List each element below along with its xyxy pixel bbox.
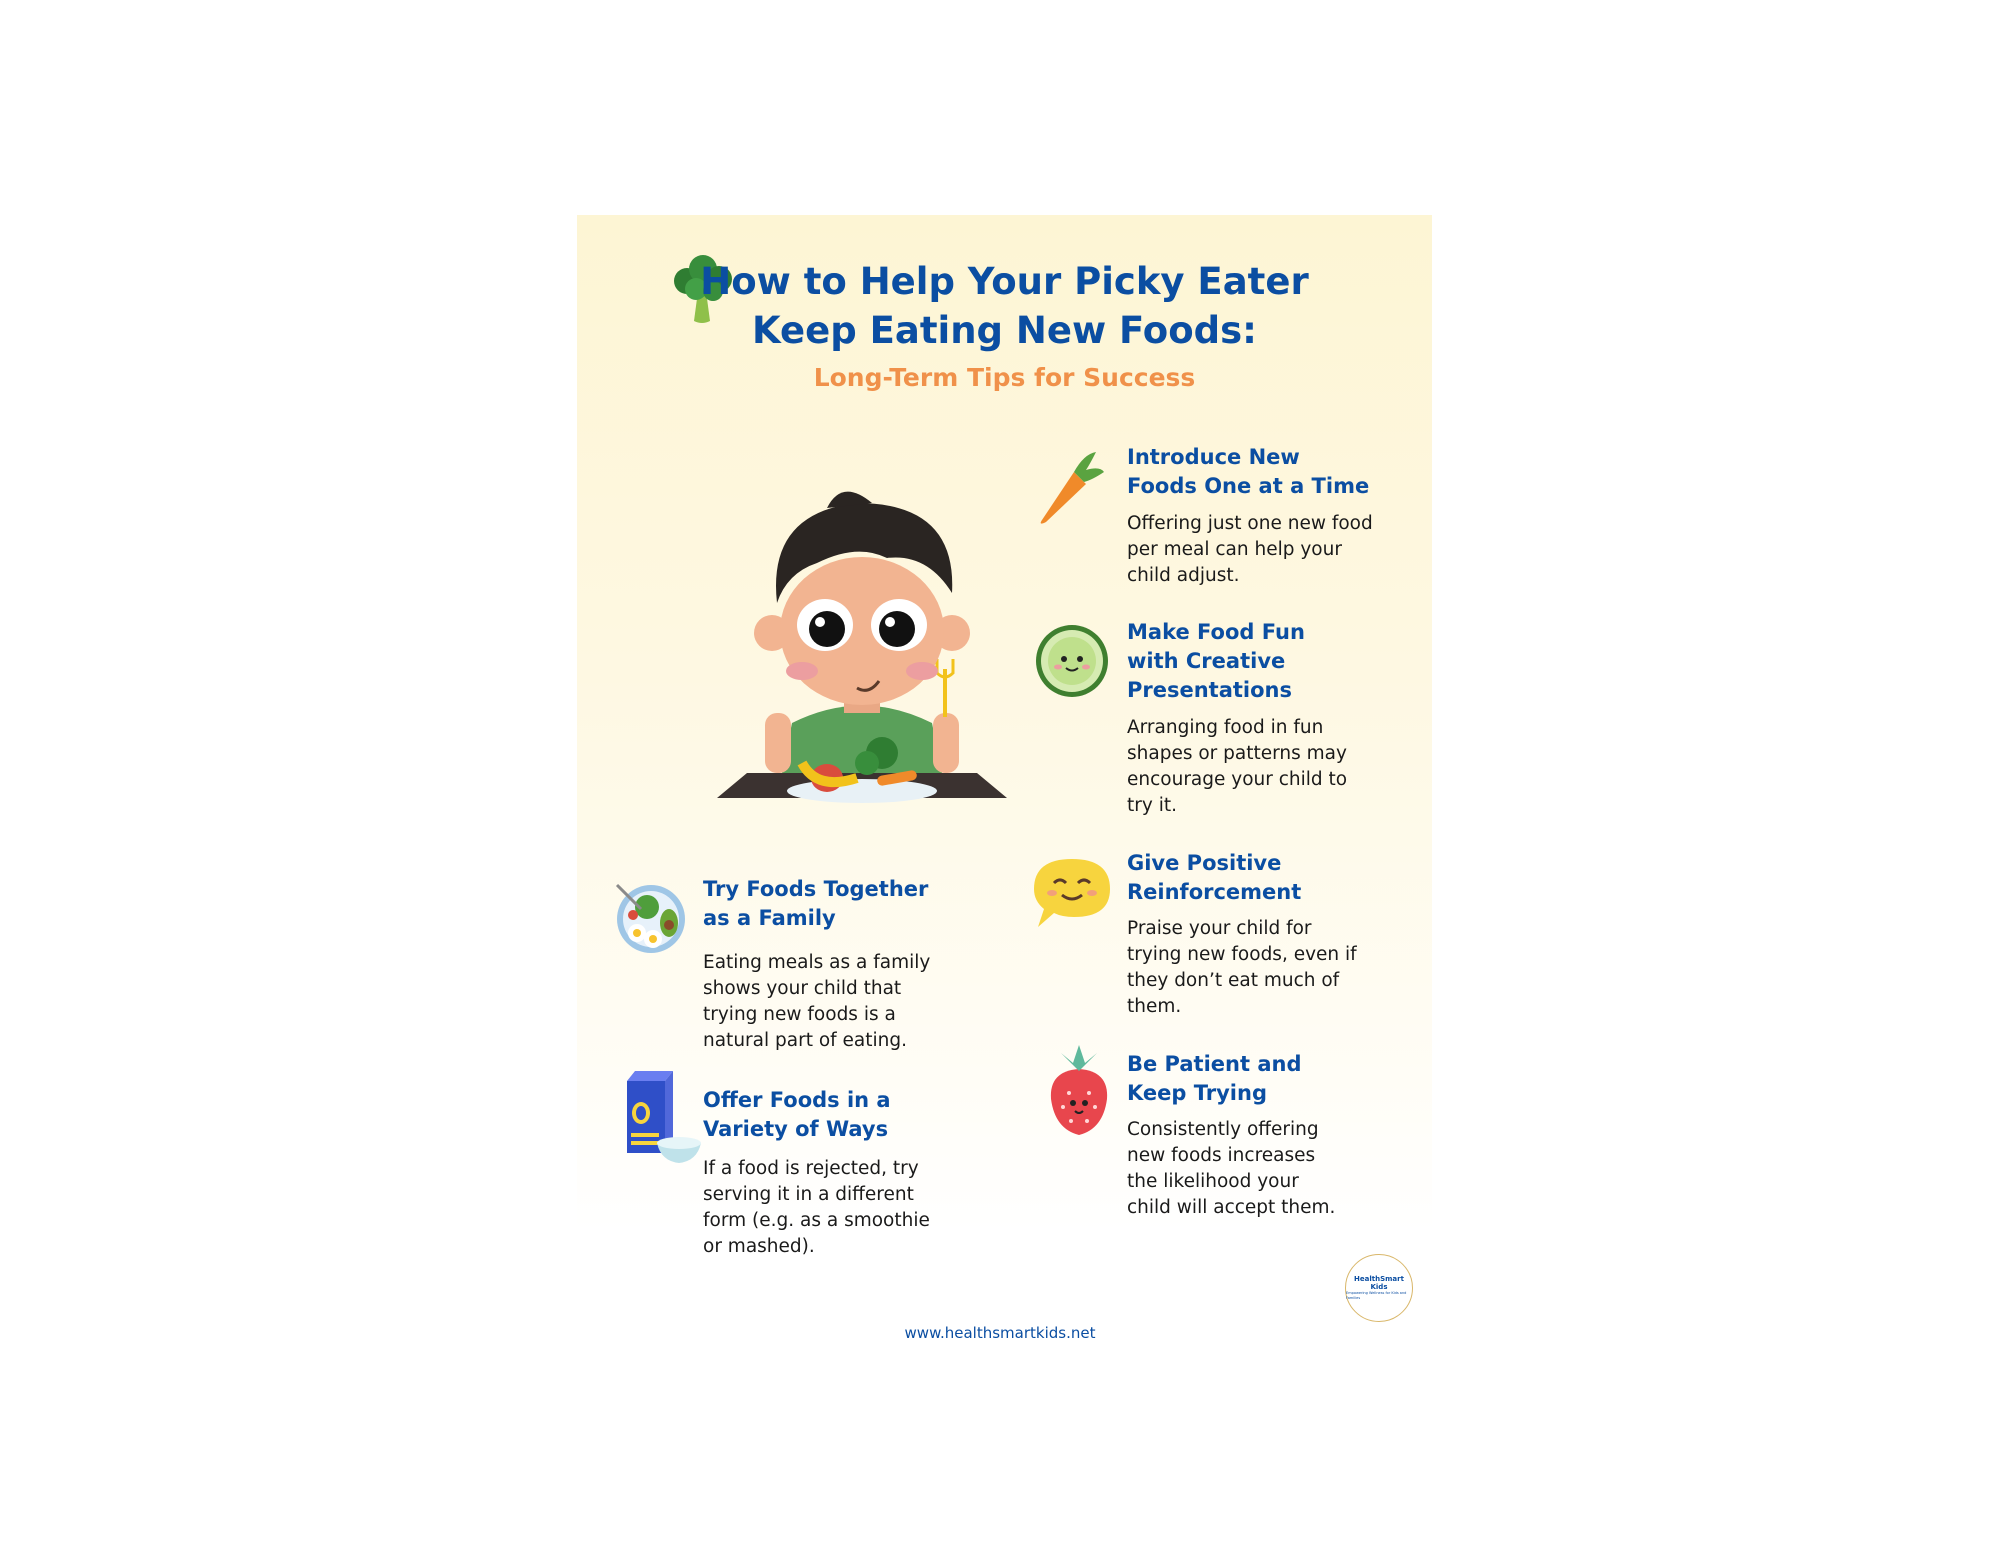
strawberry-icon (1047, 1045, 1111, 1137)
logo-tagline: Empowering Wellness for Kids and Families (1346, 1291, 1407, 1300)
tip-1-title: Introduce New Foods One at a Time (1127, 445, 1370, 498)
tip-5-body: Eating meals as a family shows your child that trying new foods is a natural part of eating. (703, 952, 931, 1051)
boy-eating-illustration (707, 473, 1017, 825)
page-title-line-1: How to Help Your Picky Eater (700, 260, 1309, 303)
healthsmart-kids-logo (1345, 1254, 1413, 1322)
tip-6-title: Offer Foods in a Variety of Ways (703, 1088, 891, 1141)
carrot-icon (1034, 450, 1106, 528)
cereal-box-icon (621, 1071, 703, 1163)
smiley-speech-bubble-icon (1032, 855, 1112, 931)
cucumber-icon (1034, 623, 1110, 699)
salad-plate-icon (611, 879, 691, 955)
tip-1-body: Offering just one new food per meal can help your child adjust. (1127, 513, 1373, 586)
infographic-poster (577, 215, 1432, 1257)
tip-3-title: Give Positive Reinforcement (1127, 851, 1302, 904)
tip-2-body: Arranging food in fun shapes or patterns may encourage your child to try it. (1127, 717, 1348, 816)
website-link[interactable]: www.healthsmartkids.net (904, 1324, 1096, 1342)
logo-name: HealthSmart Kids (1354, 1275, 1404, 1291)
tip-2-title: Make Food Fun with Creative Presentations (1127, 620, 1305, 702)
tip-3-body: Praise your child for trying new foods, even if they don’t eat much of them. (1127, 918, 1357, 1017)
page-title-line-2: Keep Eating New Foods: (752, 309, 1257, 352)
tip-4-title: Be Patient and Keep Trying (1127, 1052, 1302, 1105)
tip-5-title: Try Foods Together as a Family (703, 877, 929, 930)
page-subtitle: Long-Term Tips for Success (813, 363, 1196, 392)
tip-6-body: If a food is rejected, try serving it in a different form (e.g. as a smoothie or mashed). (703, 1158, 930, 1257)
tip-4-body: Consistently offering new foods increases the likelihood your child will accept them. (1127, 1119, 1336, 1218)
